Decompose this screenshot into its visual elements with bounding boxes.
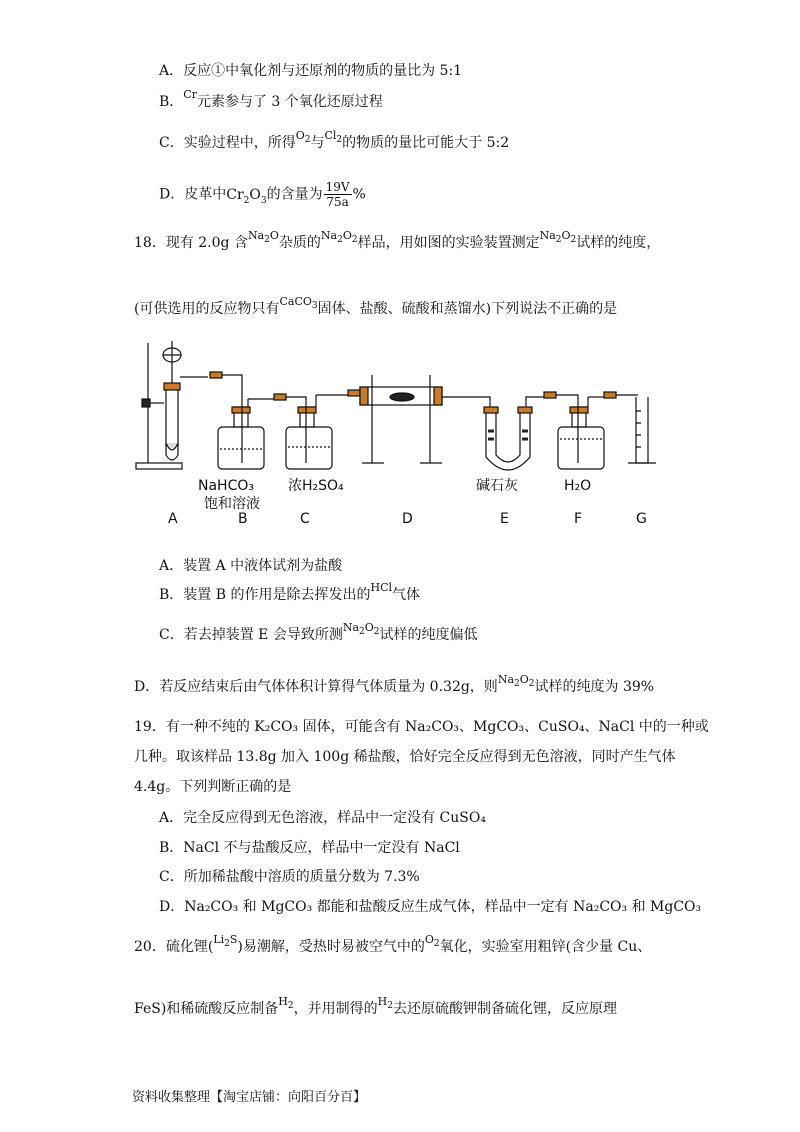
q18-option-c: [159, 621, 478, 645]
caco3-formula: CaCO3: [279, 295, 318, 312]
q17-option-c: [159, 129, 510, 153]
label-e: E: [500, 511, 509, 527]
footer-note: 资料收集整理【淘宝店铺：向阳百分百】: [132, 1090, 367, 1105]
apparatus-c: [286, 390, 360, 469]
apparatus-e: [484, 392, 578, 470]
q20-stem-text5: ，并用制得的: [293, 1001, 378, 1017]
na2o2-formula-2: Na2O2: [539, 229, 577, 246]
q18-option-b-text2: 气体: [392, 587, 421, 603]
q20-stem-line2: [134, 995, 617, 1019]
q19-option-a: A．完全反应得到无色溶液，样品中一定没有 CuSO₄: [159, 810, 486, 826]
q19-option-c: C．所加稀盐酸中溶质的质量分数为 7.3%: [159, 869, 420, 885]
q17-option-c-text3: 的物质的量比可能大于 5:2: [342, 135, 510, 151]
b-reagent-label-1: NaHCO₃: [198, 478, 254, 494]
q18-stem-text1: 18．现有 2.0g 含: [134, 235, 248, 251]
cr2o3-formula: $Cr_2O_3$: [226, 186, 267, 206]
label-a: A: [168, 511, 178, 527]
q18-option-d: [134, 673, 655, 697]
na2o2-formula: Na2O2: [320, 229, 358, 246]
fraction-numerator: 19V: [325, 180, 350, 194]
na2o2-formula-3: Na2O2: [342, 621, 380, 638]
na2o-formula: Na2O: [247, 229, 279, 246]
q17-option-c-text1: C．实验过程中，所得: [159, 135, 296, 151]
label-f: F: [574, 511, 583, 527]
q17-option-b-label: B．: [159, 94, 184, 110]
hcl-formula: HCl: [370, 581, 393, 594]
q17-option-d-text2: 的含量为: [266, 186, 323, 203]
apparatus-a: [136, 341, 242, 469]
label-b: B: [238, 511, 248, 527]
apparatus-f: [558, 392, 638, 469]
label-c: C: [300, 511, 310, 527]
label-g: G: [636, 511, 647, 527]
q19-stem-line2: 几种。取该样品 13.8g 加入 100g 稀盐酸，恰好完全反应得到无色溶液，同时产生气体: [134, 749, 676, 765]
q18-stem-text5: (可供选用的反应物只有: [134, 301, 280, 317]
q20-stem-text3: 氧化，实验室用粗锌(含少量 Cu、: [439, 939, 652, 955]
q18-option-b-text1: B．装置 B 的作用是除去挥发出的: [159, 587, 371, 603]
q17-option-a: A．反应①中氧化剂与还原剂的物质的量比为 5:1: [159, 63, 463, 79]
apparatus-d: [360, 375, 490, 463]
label-d: D: [402, 511, 413, 527]
o2-formula: O2: [295, 129, 311, 146]
f-reagent-label: H₂O: [564, 478, 592, 494]
q19-option-d: D．Na₂CO₃ 和 MgCO₃ 都能和盐酸反应生成气体，样品中一定有 Na₂CO₃ 和 MgCO₃: [159, 899, 702, 915]
li2s-formula: Li2S: [213, 933, 238, 950]
q17-option-d-text1: D．皮革中: [159, 186, 227, 203]
q18-stem-line1: [134, 229, 661, 253]
q18-option-d-text1: D．若反应结束后由气体体积计算得气体质量为 0.32g，则: [134, 679, 498, 695]
q18-stem-text3: 样品，用如图的实验装置测定: [357, 235, 540, 251]
q17-option-b: [159, 88, 383, 112]
percent-sign: %: [352, 186, 366, 203]
apparatus-b: [218, 394, 306, 469]
q20-stem-line1: [134, 933, 652, 957]
q18-option-d-text2: 试样的纯度为 39%: [534, 679, 655, 695]
q20-stem-text6: 去还原硫酸钾制备硫化锂，反应原理: [392, 1001, 617, 1017]
c-reagent-label: 浓H₂SO₄: [288, 478, 344, 494]
cr-symbol: Cr: [183, 88, 197, 101]
fraction-denominator: 75a: [326, 195, 349, 209]
q18-option-b: [159, 581, 421, 605]
cl2-formula: Cl2: [324, 129, 343, 146]
h2-formula-2: H2: [377, 995, 393, 1012]
o2-formula-2: O2: [424, 933, 440, 950]
q18-stem-line2: [134, 295, 618, 319]
h2-formula: H2: [278, 995, 294, 1012]
q18-option-c-text1: C．若去掉装置 E 会导致所测: [159, 627, 343, 643]
q20-stem-text1: 20．硫化锂(: [134, 939, 214, 955]
apparatus-g: [628, 397, 656, 463]
q19-stem-line1: 19．有一种不纯的 K₂CO₃ 固体，可能含有 Na₂CO₃、MgCO₃、CuSO₄、NaCl 中的一种或: [134, 719, 709, 735]
q18-stem-text4: 试样的纯度，: [576, 235, 661, 251]
q17-option-d: [159, 180, 366, 209]
q20-stem-text4: FeS)和稀硫酸反应制备: [134, 1001, 279, 1017]
q17-option-c-text2: 与: [310, 135, 325, 151]
q20-stem-text2: )易潮解，受热时易被空气中的: [237, 939, 425, 955]
q18-option-a: A．装置 A 中液体试剂为盐酸: [159, 558, 343, 574]
b-reagent-label-2: 饱和溶液: [204, 496, 260, 512]
q18-stem-text2: 杂质的: [278, 235, 321, 251]
q17-option-b-text: 元素参与了 3 个氧化还原过程: [196, 94, 383, 110]
q18-option-c-text2: 试样的纯度偏低: [379, 627, 478, 643]
fraction: [324, 180, 352, 209]
e-reagent-label: 碱石灰: [476, 478, 518, 494]
q18-stem-text6: 固体、盐酸、硫酸和蒸馏水)下列说法不正确的是: [317, 301, 618, 317]
na2o2-formula-4: Na2O2: [497, 673, 535, 690]
apparatus-diagram: [130, 335, 670, 530]
q19-stem-line3: 4.4g。下列判断正确的是: [134, 779, 292, 795]
q19-option-b: B．NaCl 不与盐酸反应，样品中一定没有 NaCl: [159, 840, 460, 856]
